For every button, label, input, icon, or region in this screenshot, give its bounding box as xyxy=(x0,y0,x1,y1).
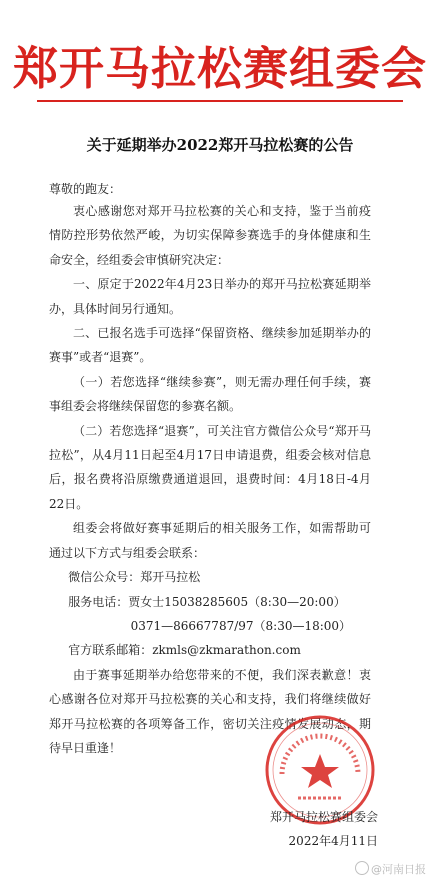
header-divider xyxy=(37,100,403,102)
contact-phone-1: 服务电话：贾女士15038285605（8:30—20:00） xyxy=(68,594,346,609)
signature-org: 郑开马拉松赛组委会 xyxy=(269,810,378,824)
contact-email: 官方联系邮箱：zkmls@zkmarathon.com xyxy=(68,643,301,658)
watermark-text: @河南日报 xyxy=(371,863,426,876)
contact-wechat: 微信公众号：郑开马拉松 xyxy=(68,570,201,585)
paragraph-item-2-1: （一）若您选择“继续参赛”，则无需办理任何手续，赛事组委会将继续保留您的参赛名额。 xyxy=(49,374,371,414)
signature-date: 2022年4月11日 xyxy=(288,834,378,848)
announcement-body xyxy=(49,199,371,760)
weibo-icon xyxy=(355,861,369,875)
paragraph-item-1: 一、原定于2022年4月23日举办的郑开马拉松赛延期举办，具体时间另行通知。 xyxy=(49,277,371,316)
paragraph-closing: 由于赛事延期举办给您带来的不便，我们深表歉意！衷心感谢各位对郑开马拉松赛的关心和支持，我们将继续做好郑开马拉松赛的各项筹备工作，密切关注疫情发展动态，期待早日重逢！ xyxy=(49,667,371,755)
announcement-title: 关于延期举办2022郑开马拉松赛的公告 xyxy=(86,136,354,154)
org-header: 郑开马拉松赛组委会 xyxy=(12,42,427,95)
paragraph-item-2: 二、已报名选手可选择“保留资格、继续参加延期举办的赛事”或者“退赛”。 xyxy=(49,326,371,365)
paragraph-intro: 衷心感谢您对郑开马拉松赛的关心和支持，鉴于当前疫情防控形势依然严峻，为切实保障参赛选手的身体健康和生命安全，经组委会审慎研究决定： xyxy=(49,204,371,267)
paragraph-contact-intro: 组委会将做好赛事延期后的相关服务工作，如需帮助可通过以下方式与组委会联系： xyxy=(49,521,371,560)
salutation: 尊敬的跑友： xyxy=(49,182,122,196)
contact-phone-2: 0371—86667787/97（8:30—18:00） xyxy=(130,618,352,633)
paragraph-item-2-2: （二）若您选择“退赛”，可关注官方微信公众号“郑开马拉松”，从4月11日起至4月17日申请退费，组委会核对信息后，报名费将沿原缴费通道退回，退费时间：4月18日-4月22日。 xyxy=(49,423,371,511)
signature-block xyxy=(270,805,378,853)
watermark xyxy=(355,861,426,877)
